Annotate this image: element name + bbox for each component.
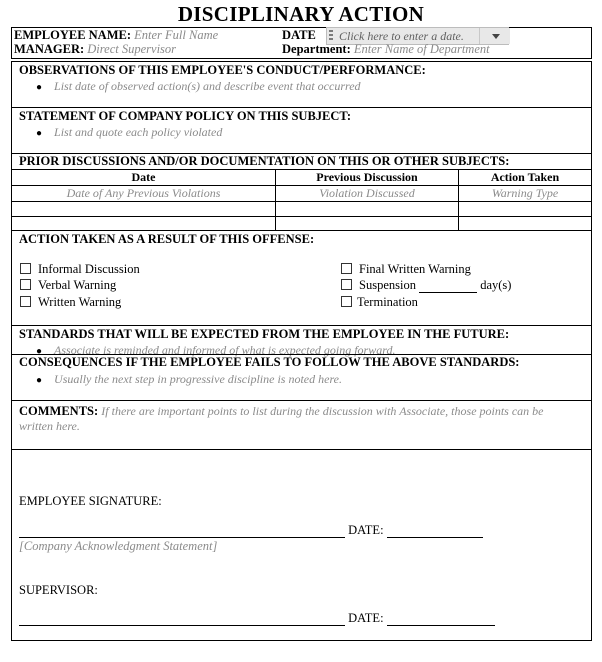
- comments-line-2[interactable]: [19, 419, 80, 434]
- form-title: DISCIPLINARY ACTION: [177, 2, 425, 26]
- employee-signature-line[interactable]: [19, 524, 345, 538]
- supervisor-label: SUPERVISOR:: [19, 583, 98, 597]
- checkbox-written-warning[interactable]: [20, 295, 121, 310]
- employee-row: [14, 28, 218, 43]
- checkbox-final-written-warning[interactable]: [341, 262, 471, 277]
- supervisor-signature-row: [19, 611, 495, 626]
- checkbox-label: Informal Discussion: [38, 262, 140, 276]
- supervisor-signature-line[interactable]: [19, 612, 345, 626]
- form-body: [11, 61, 592, 641]
- department-label: Department:: [282, 42, 351, 56]
- bullet-icon: ●: [36, 375, 43, 386]
- standards-section: [12, 326, 591, 356]
- checkbox-label: Final Written Warning: [359, 262, 471, 276]
- employee-name-label: EMPLOYEE NAME:: [14, 28, 132, 42]
- observations-placeholder: List date of observed action(s) and describe event that occurred: [54, 79, 361, 93]
- table-cell-date[interactable]: [12, 217, 276, 232]
- table-cell-discussion[interactable]: [276, 202, 459, 217]
- signature-section: [12, 450, 591, 640]
- observations-title: OBSERVATIONS OF THIS EMPLOYEE'S CONDUCT/PERFORMANCE:: [19, 63, 426, 77]
- table-row: [12, 202, 591, 217]
- checkbox-suspension[interactable]: [341, 278, 511, 293]
- table-cell-date[interactable]: [12, 202, 276, 217]
- chevron-down-icon: [492, 34, 500, 39]
- table-cell-action[interactable]: Warning Type: [459, 186, 592, 202]
- table-row: [12, 217, 591, 232]
- policy-bullet[interactable]: [36, 125, 222, 140]
- table-cell-discussion[interactable]: [276, 217, 459, 232]
- header-box: [11, 27, 592, 59]
- table-cell-action[interactable]: [459, 202, 592, 217]
- observations-section: [12, 62, 591, 108]
- consequences-placeholder: Usually the next step in progressive discipline is noted here.: [54, 372, 342, 386]
- standards-placeholder: Associate is reminded and informed of what is expected going forward.: [54, 343, 396, 357]
- table-cell-action[interactable]: [459, 217, 592, 232]
- table-header-row: [12, 170, 591, 186]
- employee-signature-label: EMPLOYEE SIGNATURE:: [19, 494, 162, 508]
- checkbox-icon[interactable]: [341, 263, 352, 274]
- manager-label: MANAGER:: [14, 42, 85, 56]
- manager-row: [14, 42, 176, 57]
- acknowledgment-statement[interactable]: [Company Acknowledgment Statement]: [19, 539, 218, 553]
- employee-signature-row: [19, 523, 483, 538]
- prior-section: [12, 154, 591, 231]
- checkbox-label: Verbal Warning: [38, 278, 117, 292]
- standards-title: STANDARDS THAT WILL BE EXPECTED FROM THE EMPLOYEE IN THE FUTURE:: [19, 327, 510, 341]
- policy-placeholder: List and quote each policy violated: [54, 125, 223, 139]
- comments-text-1: If there are important points to list during the discussion with Associate, those points can be: [101, 404, 544, 418]
- comments-text-2: written here.: [19, 419, 80, 433]
- checkbox-label: Written Warning: [38, 295, 122, 309]
- date-label: DATE: [282, 28, 316, 42]
- prior-title: PRIOR DISCUSSIONS AND/OR DOCUMENTATION ON THIS OR OTHER SUBJECTS:: [19, 154, 510, 168]
- column-header-date: Date: [12, 170, 276, 186]
- supervisor-date-line[interactable]: [387, 612, 495, 626]
- observations-bullet[interactable]: [36, 79, 361, 94]
- consequences-title: CONSEQUENCES IF THE EMPLOYEE FAILS TO FOLLOW THE ABOVE STANDARDS:: [19, 355, 520, 369]
- department-row: [282, 42, 490, 57]
- comments-line-1[interactable]: [19, 404, 544, 419]
- consequences-bullet[interactable]: [36, 372, 342, 387]
- checkbox-icon[interactable]: [20, 296, 31, 307]
- checkbox-label: Suspension: [359, 278, 416, 292]
- checkbox-icon[interactable]: [20, 263, 31, 274]
- bullet-icon: ●: [36, 346, 43, 357]
- date-picker-text[interactable]: Click here to enter a date.: [339, 29, 464, 43]
- action-title: ACTION TAKEN AS A RESULT OF THIS OFFENSE:: [19, 232, 315, 246]
- employee-date-label: DATE:: [348, 523, 384, 537]
- table-row: [12, 186, 591, 202]
- policy-title: STATEMENT OF COMPANY POLICY ON THIS SUBJECT:: [19, 109, 351, 123]
- checkbox-label: Termination: [357, 295, 418, 309]
- checkbox-verbal-warning[interactable]: [20, 278, 116, 293]
- action-section: [12, 231, 591, 326]
- policy-section: [12, 108, 591, 154]
- date-row: [282, 28, 316, 43]
- table-cell-date[interactable]: Date of Any Previous Violations: [12, 186, 276, 202]
- suspension-days-field[interactable]: [419, 280, 477, 293]
- consequences-section: [12, 355, 591, 401]
- supervisor-date-label: DATE:: [348, 611, 384, 625]
- employee-date-line[interactable]: [387, 524, 483, 538]
- column-header-action-taken: Action Taken: [459, 170, 592, 186]
- days-label: day(s): [480, 278, 512, 292]
- grip-handle-icon[interactable]: [329, 30, 333, 42]
- employee-name-field[interactable]: Enter Full Name: [134, 28, 219, 42]
- checkbox-icon[interactable]: [20, 279, 31, 290]
- checkbox-informal-discussion[interactable]: [20, 262, 140, 277]
- department-field[interactable]: Enter Name of Department: [353, 42, 490, 56]
- checkbox-icon[interactable]: [341, 296, 352, 307]
- table-cell-discussion[interactable]: Violation Discussed: [276, 186, 459, 202]
- comments-section: [12, 401, 591, 450]
- manager-field[interactable]: Direct Supervisor: [87, 42, 177, 56]
- bullet-icon: ●: [36, 82, 43, 93]
- prior-table: [12, 169, 591, 231]
- bullet-icon: ●: [36, 128, 43, 139]
- comments-label: COMMENTS:: [19, 404, 99, 418]
- checkbox-termination[interactable]: [341, 295, 418, 310]
- column-header-previous-discussion: Previous Discussion: [276, 170, 459, 186]
- checkbox-icon[interactable]: [341, 279, 352, 290]
